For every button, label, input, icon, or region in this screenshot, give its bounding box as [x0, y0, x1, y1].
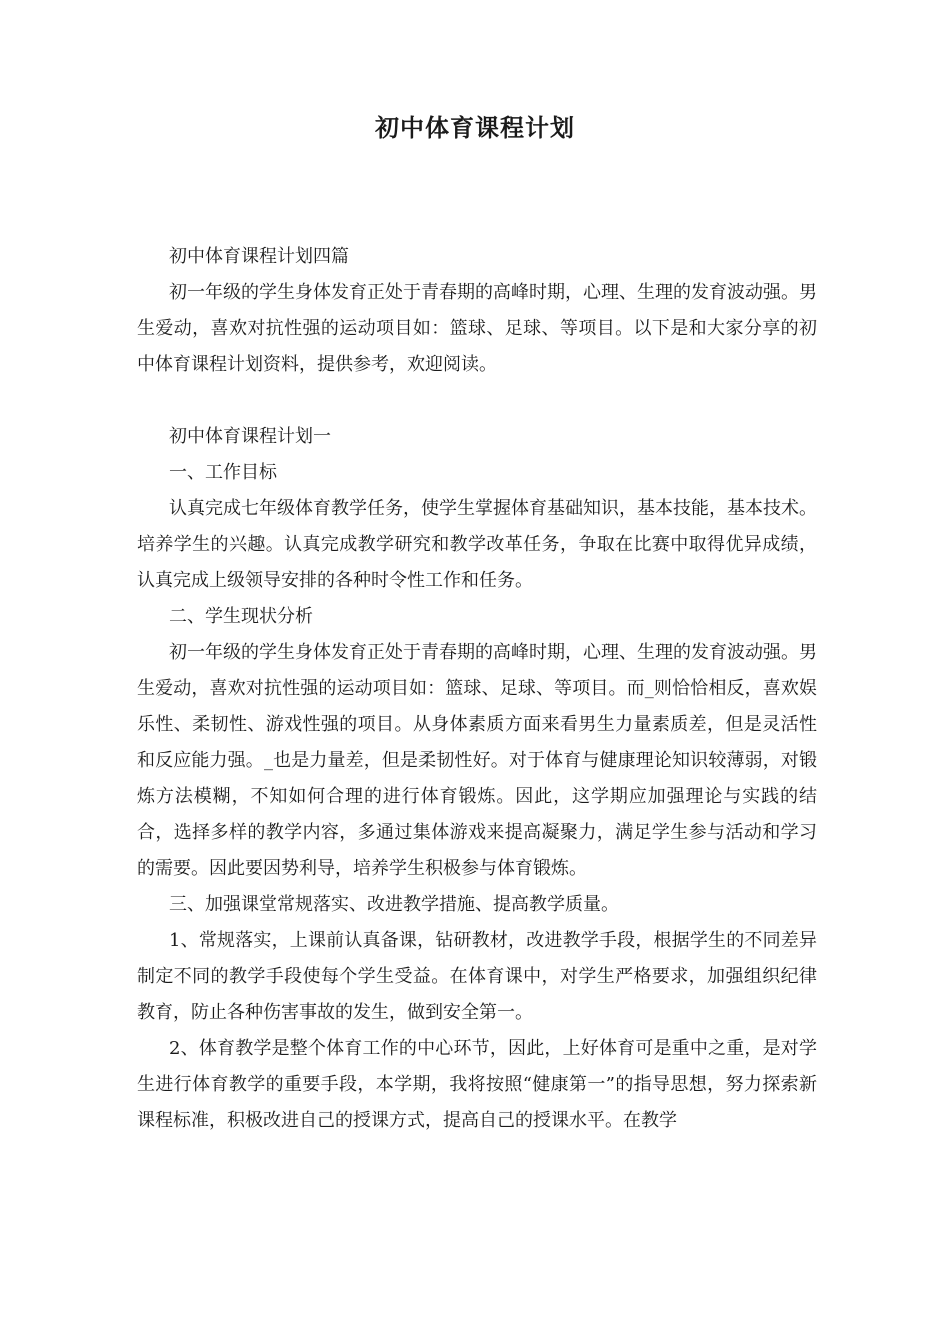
section-heading-teaching-quality: 三、加强课堂常规落实、改进教学措施、提高教学质量。 — [169, 894, 619, 915]
document-title: 初中体育课程计划 — [375, 113, 575, 142]
document-body — [137, 239, 817, 1139]
paragraph-routine: 1、常规落实，上课前认真备课，钻研教材，改进教学手段，根据学生的不同差异制定不同的教学手段使每个学生受益。在体育课中，对学生严格要求，加强组织纪律教育，防止各种伤害事故的发生，做到安全第一。 — [137, 930, 817, 1023]
blank-line — [137, 383, 817, 419]
paragraph-intro-heading: 初中体育课程计划四篇 — [169, 246, 349, 267]
paragraph-teaching-core: 2、体育教学是整个体育工作的中心环节，因此，上好体育可是重中之重，是对学生进行体育教学的重要手段，本学期，我将按照“健康第一”的指导思想，努力探索新课程标准，积极改进自己的授课方式，提高自己的授课水平。在教学 — [137, 1038, 817, 1131]
section-heading-student-analysis: 二、学生现状分析 — [169, 606, 313, 627]
paragraph-work-goals: 认真完成七年级体育教学任务，使学生掌握体育基础知识，基本技能，基本技术。培养学生的兴趣。认真完成教学研究和教学改革任务，争取在比赛中取得优异成绩，认真完成上级领导安排的各种时令性工作和任务。 — [137, 498, 817, 591]
paragraph-student-analysis: 初一年级的学生身体发育正处于青春期的高峰时期，心理、生理的发育波动强。男生爱动，喜欢对抗性强的运动项目如：篮球、足球、等项目。而_则恰恰相反，喜欢娱乐性、柔韧性、游戏性强的项目。从身体素质方面来看男生力量素质差，但是灵活性和反应能力强。_也是力量差，但是柔韧性好。对于体育与健康理论知识较薄弱，对锻炼方法模糊，不知如何合理的进行体育锻炼。因此，这学期应加强理论与实践的结合，选择多样的教学内容，多通过集体游戏来提高凝聚力，满足学生参与活动和学习的需要。因此要因势利导，培养学生积极参与体育锻炼。 — [137, 642, 817, 879]
section-heading-work-goals: 一、工作目标 — [169, 462, 277, 483]
section-heading-plan-one: 初中体育课程计划一 — [169, 426, 331, 447]
paragraph-intro: 初一年级的学生身体发育正处于青春期的高峰时期，心理、生理的发育波动强。男生爱动，喜欢对抗性强的运动项目如：篮球、足球、等项目。以下是和大家分享的初中体育课程计划资料，提供参考，欢迎阅读。 — [137, 282, 817, 375]
